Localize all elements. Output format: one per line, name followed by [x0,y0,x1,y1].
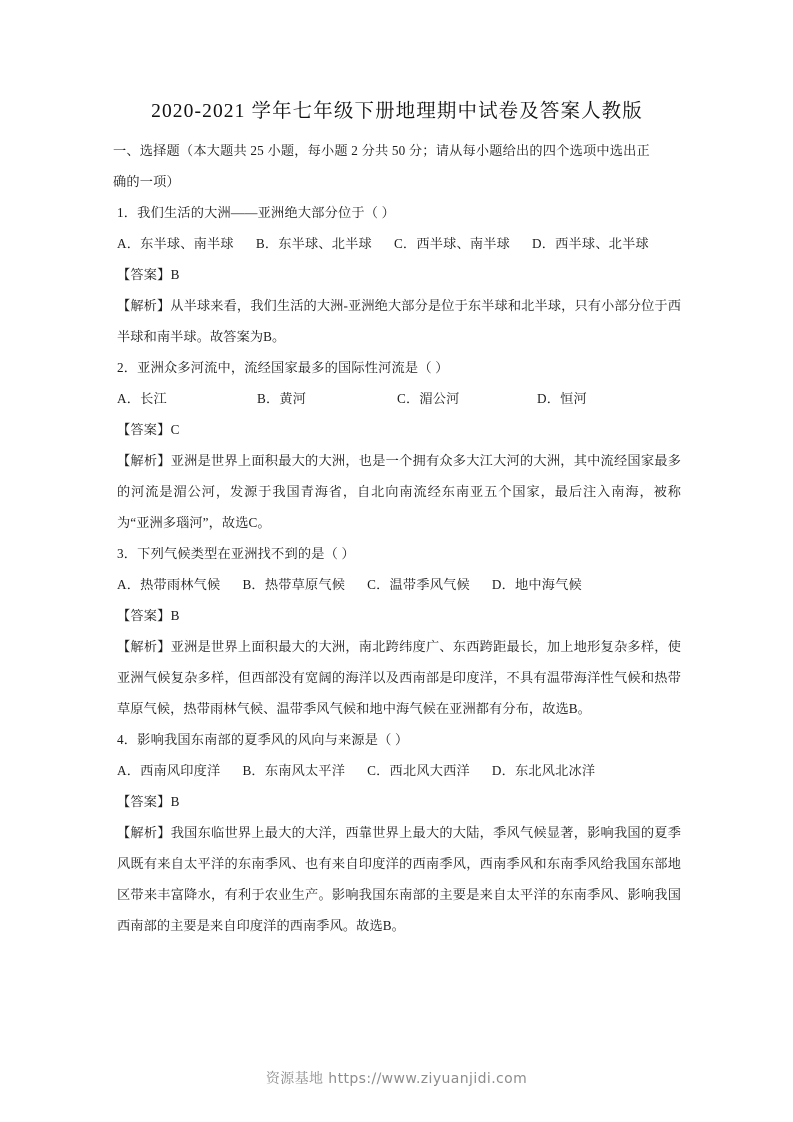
explanation-label: 【解析】 [117,825,171,840]
option-c[interactable]: C．温带季风气候 [367,577,470,592]
option-a[interactable]: A．热带雨林气候 [117,577,221,592]
footer-watermark [0,1068,793,1088]
option-a[interactable]: A．西南风印度洋 [117,763,221,778]
option-row [113,383,681,414]
explanation-text: 从半球来看，我们生活的大洲-亚洲绝大部分是位于东半球和北半球，只有小部分位于西半球和南半球。故答案为B。 [117,298,681,344]
answer-label: 【答案】 [117,267,171,282]
explanation-label: 【解析】 [117,453,171,468]
explanation-label: 【解析】 [117,298,171,313]
question-stem: 1．我们生活的大洲——亚洲绝大部分位于（ ） [117,205,396,220]
option-d[interactable]: D．恒河 [537,391,587,406]
answer-row [113,259,681,290]
option-row [113,755,681,786]
watermark-url: https://www.ziyuanjidi.com [328,1071,528,1087]
answer-value: B [170,608,180,623]
option-d[interactable]: D．东北风北冰洋 [491,763,596,778]
option-row [113,228,681,259]
question-block [113,352,681,538]
option-a[interactable]: A．长江 [117,391,167,406]
explanation-label: 【解析】 [117,639,171,654]
explanation-row [113,817,681,941]
explanation-row [113,445,681,538]
section-heading-line-1: 一、选择题（本大题共 25 小题，每小题 2 分共 50 分；请从每小题给出的四个选项中选出正 [113,143,650,158]
answer-row [113,786,681,817]
option-a[interactable]: A．东半球、南半球 [117,236,234,251]
document-content [113,95,681,941]
answer-value: B [170,794,180,809]
answer-row [113,600,681,631]
question-stem: 3．下列气候类型在亚洲找不到的是（ ） [117,546,355,561]
answer-row [113,414,681,445]
option-row [113,569,681,600]
option-d[interactable]: D．西半球、北半球 [532,236,649,251]
answer-label: 【答案】 [117,794,171,809]
option-d[interactable]: D．地中海气候 [491,577,582,592]
page-title: 2020-2021 学年七年级下册地理期中试卷及答案人教版 [151,101,643,122]
option-b[interactable]: B．热带草原气候 [242,577,346,592]
question-block [113,197,681,352]
question-block [113,538,681,724]
option-b[interactable]: B．黄河 [257,391,307,406]
explanation-row [113,290,681,352]
answer-label: 【答案】 [117,422,171,437]
option-c[interactable]: C．湄公河 [397,391,460,406]
answer-value: B [170,267,180,282]
section-heading-line-2: 确的一项） [113,174,180,189]
explanation-text: 亚洲是世界上面积最大的大洲，南北跨纬度广、东西跨距最长，加上地形复杂多样，使亚洲气候复杂多样，但西部没有宽阔的海洋以及西南部是印度洋，不具有温带海洋性气候和热带草原气候，热带雨林气候、温带季风气候和地中海气候在亚洲都有分布，故选B。 [117,639,681,716]
answer-value: C [170,422,180,437]
option-b[interactable]: B．东半球、北半球 [255,236,372,251]
explanation-text: 亚洲是世界上面积最大的大洲，也是一个拥有众多大江大河的大洲，其中流经国家最多的河流是湄公河，发源于我国青海省，自北向南流经东南亚五个国家，最后注入南海，被称为“亚洲多瑙河”，故选C。 [117,453,681,530]
option-b[interactable]: B．东南风太平洋 [242,763,346,778]
watermark-label: 资源基地 [265,1072,324,1087]
question-stem: 2．亚洲众多河流中，流经国家最多的国际性河流是（ ） [117,360,449,375]
option-c[interactable]: C．西北风大西洋 [367,763,470,778]
question-block [113,724,681,941]
answer-label: 【答案】 [117,608,171,623]
question-stem: 4．影响我国东南部的夏季风的风向与来源是（ ） [117,732,409,747]
explanation-row [113,631,681,724]
option-c[interactable]: C．西半球、南半球 [393,236,511,251]
explanation-text: 我国东临世界上最大的大洋，西靠世界上最大的大陆，季风气候显著，影响我国的夏季风既有来自太平洋的东南季风、也有来自印度洋的西南季风，西南季风和东南季风给我国东部地区带来丰富降水，有利于农业生产。影响我国东南部的主要是来自太平洋的东南季风、影响我国西南部的主要是来自印度洋的西南季风。故选B。 [117,825,681,933]
